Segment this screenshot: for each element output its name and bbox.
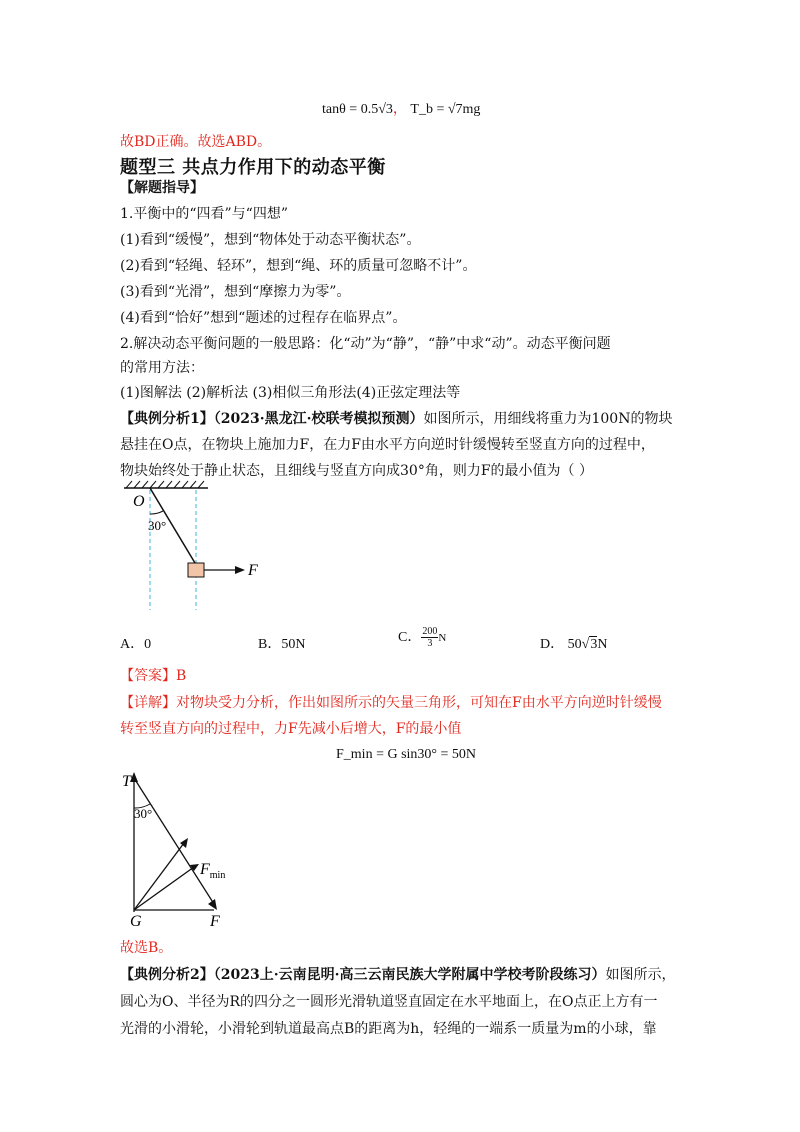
vector-triangle-figure [118, 764, 258, 929]
option-a: A．0 [120, 637, 152, 652]
example2-line1 [120, 965, 675, 985]
example2-line3: 光滑的小滑轮，小滑轮到轨道最高点B的距离为h，轻绳的一端系一质量为m的小球，靠 [120, 1021, 657, 1037]
label-Fmin: $F_{min}$ [200, 861, 226, 881]
option-c: C． $\frac{200}{3}$ N [398, 626, 447, 650]
guide-line-3: (2)看到“轻绳、轻环”，想到“绳、环的质量可忽略不计”。 [120, 258, 477, 274]
option-d: D． 50√3N [540, 637, 608, 652]
detail-line2: 转至竖直方向的过程中，力F先减小后增大，F的最小值 [120, 721, 462, 737]
label-G: G [130, 913, 142, 929]
answer-label: 【答案】B [120, 668, 187, 684]
tan-formula: tanθ = 0.5√3 [322, 102, 393, 117]
guide-line-8: (1)图解法 (2)解析法 (3)相似三角形法(4)正弦定理法等 [120, 385, 461, 401]
example1-tag: 【典例分析1】 [120, 411, 214, 427]
example1-text: 如图所示，用细线将重力为100N的物块 [423, 411, 673, 427]
detail-formula: F_min = G sin30° = 50N [336, 747, 477, 762]
label-30deg: 30° [148, 518, 167, 533]
example2-line2: 圆心为O、半径为R的四分之一圆形光滑轨道竖直固定在水平地面上，在O点正上方有一 [120, 994, 658, 1010]
label-F: F [248, 562, 258, 579]
label-30deg-2: 30° [134, 806, 153, 821]
example1-figure [118, 480, 278, 615]
conclusion-abd: 故BD正确。故选ABD。 [120, 134, 272, 150]
example1-source: （2023·黑龙江·校联考模拟预测） [213, 411, 424, 427]
label-F-2: F [210, 913, 220, 929]
example2-source: （2023上·云南昆明·高三云南民族大学附属中学校考阶段练习） [213, 967, 606, 983]
tb-formula: T_b = √7mg [410, 102, 481, 117]
formula-separator: ， [392, 102, 407, 117]
guide-line-4: (3)看到“光滑”，想到“摩擦力为零”。 [120, 284, 351, 300]
detail-line1: 【详解】对物块受力分析，作出如图所示的矢量三角形，可知在F由水平方向逆时针缓慢 [120, 695, 662, 711]
example2-tag: 【典例分析2】 [120, 967, 214, 983]
label-T: T [122, 773, 131, 790]
conclusion-b: 故选B。 [120, 940, 173, 956]
guide-heading: 【解题指导】 [120, 180, 204, 196]
guide-line-2: (1)看到“缓慢”，想到“物体处于动态平衡状态”。 [120, 232, 421, 248]
example2-text: 如图所示， [605, 967, 676, 983]
example1-line2: 悬挂在O点，在物块上施加力F，在力F由水平方向逆时针缓慢转至竖直方向的过程中， [120, 437, 655, 453]
guide-line-5: (4)看到“恰好”想到“题述的过程存在临界点”。 [120, 310, 407, 326]
example1-line1 [120, 409, 672, 429]
guide-line-1: 1.平衡中的“四看”与“四想” [120, 206, 288, 222]
top-formula [322, 100, 480, 120]
example1-line3: 物块始终处于静止状态，且细线与竖直方向成30°角，则力F的最小值为（ ） [120, 463, 593, 479]
label-O: O [133, 493, 145, 510]
option-c-fraction: $\frac{200}{3}$ [422, 626, 438, 650]
guide-line-7: 的常用方法： [120, 360, 204, 376]
section-title: 题型三 共点力作用下的动态平衡 [120, 157, 386, 178]
guide-line-6: 2.解决动态平衡问题的一般思路：化“动”为“静”，“静”中求“动”。动态平衡问题 [120, 336, 611, 352]
option-b: B．50N [258, 637, 306, 652]
